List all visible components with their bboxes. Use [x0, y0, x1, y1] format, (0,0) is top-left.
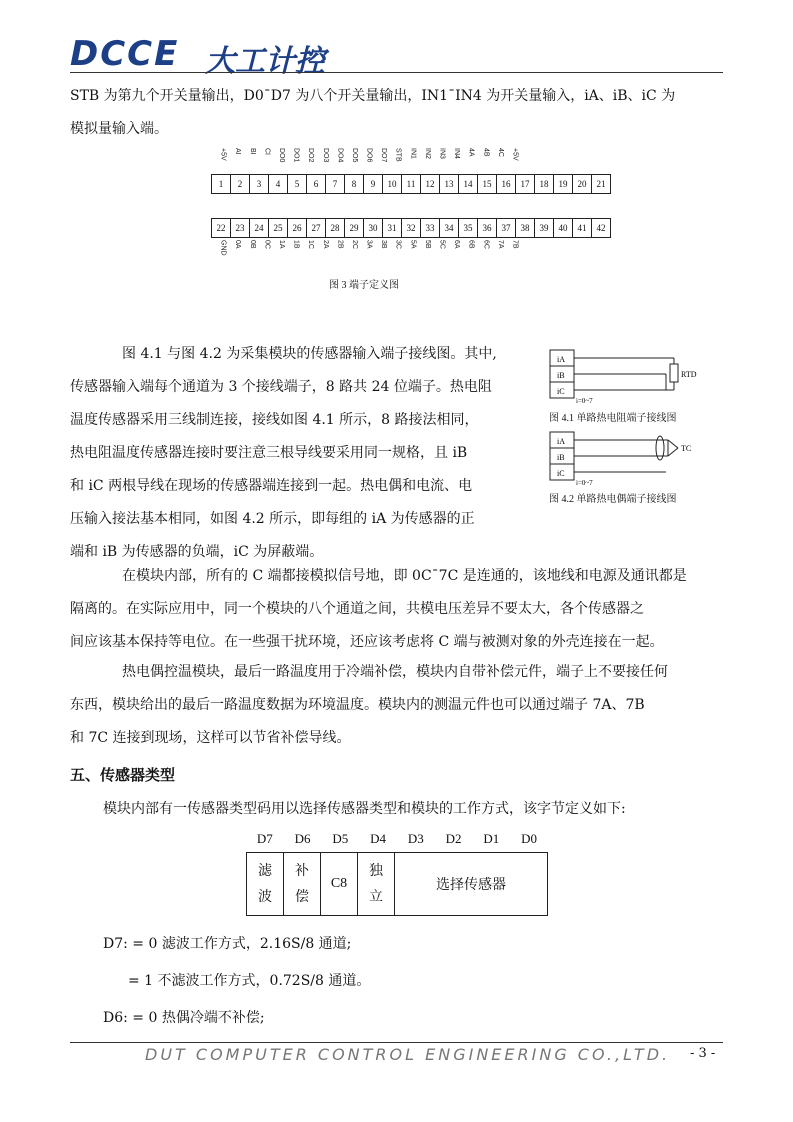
- terminal-label: 1C: [307, 240, 315, 249]
- terminal-label: 1A: [277, 240, 285, 249]
- bit-header: D5: [332, 831, 349, 846]
- body-line: 隔离的。在实际应用中，同一个模块的八个通道之间，共模电压差异不要太大，各个传感器之: [70, 601, 644, 617]
- terminal-number: 39: [535, 219, 554, 238]
- bit-d7-cell: [247, 853, 284, 916]
- fig41-pin-b: iB: [557, 371, 565, 380]
- terminal-number: 36: [478, 219, 497, 238]
- terminal-number: 20: [573, 175, 592, 194]
- bit-definition-table: [246, 852, 548, 916]
- body-line: 间应该基本保持等电位。在一些强干扰环境，还应该考虑将 C 端与被测对象的外壳连接在一起。: [70, 634, 664, 650]
- fig42-range: i=0~7: [576, 479, 593, 487]
- bit-d4-cell: [358, 853, 395, 916]
- terminal-label: DO0: [277, 148, 285, 163]
- wiring-line: 端和 iB 为传感器的负端，iC 为屏蔽端。: [70, 544, 324, 560]
- bit-d4-text-1: 独: [369, 863, 383, 879]
- figure-4-1-rtd-diagram: [548, 346, 718, 406]
- terminal-number: 23: [231, 219, 250, 238]
- terminal-label: IN1: [409, 148, 417, 159]
- bit-header: D0: [521, 831, 538, 846]
- bit-header: D2: [445, 831, 462, 846]
- bit-header: D4: [370, 831, 387, 846]
- terminal-label: 7A: [496, 240, 504, 249]
- terminal-number: 8: [345, 175, 364, 194]
- terminal-label: +5V: [219, 148, 227, 161]
- page-number: - 3 -: [690, 1046, 716, 1061]
- fig41-sensor-label: RTD: [681, 370, 697, 379]
- terminal-label: 0A: [234, 240, 242, 249]
- terminal-number: 30: [364, 219, 383, 238]
- wiring-line: 温度传感器采用三线制连接，接线如图 4.1 所示，8 路接法相同，: [70, 412, 479, 428]
- bit-header: D1: [483, 831, 500, 846]
- wiring-line: 压输入接法基本相同，如图 4.2 所示，即每组的 iA 为传感器的正: [70, 511, 475, 527]
- terminal-label: 3B: [380, 240, 388, 249]
- terminal-number: 11: [402, 175, 421, 194]
- company-logo-chinese: 大工计控: [205, 44, 325, 79]
- d7-line-2: = 1 不滤波工作方式，0.72S/8 通道。: [128, 973, 371, 989]
- d6-line-1: D6: = 0 热偶冷端不补偿;: [103, 1010, 265, 1026]
- bit-d7-text-1: 滤: [258, 863, 272, 879]
- terminal-label: 6B: [467, 240, 475, 249]
- footer-divider: [70, 1042, 723, 1043]
- bit-header: D7: [256, 831, 273, 846]
- fig42-pin-a: iA: [557, 437, 565, 446]
- terminal-number: 22: [212, 219, 231, 238]
- terminal-number: 7: [326, 175, 345, 194]
- terminal-number: 4: [269, 175, 288, 194]
- terminal-number: 15: [478, 175, 497, 194]
- terminal-number: 19: [554, 175, 573, 194]
- terminal-label: 4A: [467, 148, 475, 157]
- wiring-line: 图 4.1 与图 4.2 为采集模块的传感器输入端子接线图。其中,: [122, 346, 497, 362]
- terminal-number: 18: [535, 175, 554, 194]
- bit-select-sensor-cell: 选择传感器: [395, 853, 548, 916]
- terminal-number: 28: [326, 219, 345, 238]
- terminal-number: 14: [459, 175, 478, 194]
- bit-header: D3: [407, 831, 424, 846]
- fig41-pin-c: iC: [557, 387, 565, 396]
- terminal-label: 3C: [394, 240, 402, 249]
- terminal-label: IN2: [423, 148, 431, 159]
- terminal-label: 5B: [423, 240, 431, 249]
- terminal-top-labels: [212, 148, 518, 162]
- figure-3-caption: 图 3 端子定义图: [329, 280, 399, 291]
- fig42-pin-c: iC: [557, 469, 565, 478]
- intro-line-2: 模拟量输入端。: [70, 121, 168, 137]
- body-line: 热电偶控温模块，最后一路温度用于冷端补偿，模块内自带补偿元件，端子上不要接任何: [122, 664, 668, 680]
- terminal-label: IN4: [453, 148, 461, 159]
- terminal-label: DO5: [350, 148, 358, 163]
- body-paragraph-2: [70, 656, 730, 755]
- terminal-label: BI: [248, 148, 256, 155]
- body-line: 在模块内部，所有的 C 端都接模拟信号地，即 0C¯7C 是连通的，该地线和电源及通讯都是: [122, 568, 687, 584]
- terminal-label: 4B: [482, 148, 490, 157]
- company-logo-latin: DCCE: [70, 34, 180, 74]
- terminal-number: 2: [231, 175, 250, 194]
- figure-4-1-caption: 图 4.1 单路热电阻端子接线图: [549, 413, 677, 424]
- terminal-number: 26: [288, 219, 307, 238]
- terminal-bottom-labels: [212, 240, 518, 256]
- terminal-number: 34: [440, 219, 459, 238]
- terminal-number: 3: [250, 175, 269, 194]
- terminal-number: 42: [592, 219, 611, 238]
- terminal-number: 35: [459, 219, 478, 238]
- terminal-label: AI: [234, 148, 242, 155]
- bit-d6-text-1: 补: [295, 863, 309, 879]
- terminal-label: IN3: [438, 148, 446, 159]
- terminal-number: 24: [250, 219, 269, 238]
- intro-line-1: STB 为第九个开关量输出，D0¯D7 为八个开关量输出，IN1¯IN4 为开关量输入，iA、iB、iC 为: [70, 88, 676, 104]
- bit-d6-text-2: 偿: [295, 889, 309, 905]
- terminal-label: DO6: [365, 148, 373, 163]
- bit-d4-text-2: 立: [369, 889, 383, 905]
- fig42-sensor-label: TC: [681, 444, 692, 453]
- terminal-label: 0C: [263, 240, 271, 249]
- terminal-number: 32: [402, 219, 421, 238]
- terminal-number: 29: [345, 219, 364, 238]
- bit-header-row: [246, 831, 548, 847]
- terminal-number: 33: [421, 219, 440, 238]
- terminal-number: 16: [497, 175, 516, 194]
- terminal-label: 2A: [321, 240, 329, 249]
- terminal-number: 1: [212, 175, 231, 194]
- wiring-line: 传感器输入端每个通道为 3 个接线端子，8 路共 24 位端子。热电阻: [70, 379, 492, 395]
- section-5-title: 五、传感器类型: [70, 766, 176, 784]
- wiring-line: 热电阻温度传感器连接时要注意三根导线要采用同一规格，且 iB: [70, 445, 468, 461]
- terminal-number: 31: [383, 219, 402, 238]
- fig41-pin-a: iA: [557, 355, 565, 364]
- terminal-label: DO4: [336, 148, 344, 163]
- fig42-pin-b: iB: [557, 453, 565, 462]
- terminal-number: 37: [497, 219, 516, 238]
- terminal-label: STB: [394, 148, 402, 162]
- terminal-label: +5V: [511, 148, 519, 161]
- terminal-label: 4C: [496, 148, 504, 157]
- terminal-label: 2B: [336, 240, 344, 249]
- bit-header: D6: [294, 831, 311, 846]
- terminal-label: DO2: [307, 148, 315, 163]
- terminal-number: 5: [288, 175, 307, 194]
- terminal-label: DO1: [292, 148, 300, 163]
- terminal-label: 1B: [292, 240, 300, 249]
- terminal-number: 10: [383, 175, 402, 194]
- terminal-label: DO3: [321, 148, 329, 163]
- bit-d6-cell: [284, 853, 321, 916]
- terminal-label: 3A: [365, 240, 373, 249]
- terminal-number: 6: [307, 175, 326, 194]
- figure-4-2-caption: 图 4.2 单路热电偶端子接线图: [549, 494, 677, 505]
- terminal-number: 40: [554, 219, 573, 238]
- terminal-number: 12: [421, 175, 440, 194]
- wiring-line: 和 iC 两根导线在现场的传感器端连接到一起。热电偶和电流、电: [70, 478, 473, 494]
- body-line: 东西，模块给出的最后一路温度数据为环境温度。模块内的测温元件也可以通过端子 7A、7B: [70, 697, 645, 713]
- body-line: 和 7C 连接到现场，这样可以节省补偿导线。: [70, 730, 351, 746]
- body-paragraph-1: [70, 560, 730, 659]
- terminal-label: DO7: [380, 148, 388, 163]
- bit-d5-cell: C8: [321, 853, 358, 916]
- terminal-label: 6A: [453, 240, 461, 249]
- wiring-paragraph: [70, 338, 540, 569]
- terminal-number: 9: [364, 175, 383, 194]
- fig41-range: i=0~7: [576, 397, 593, 405]
- figure-4-2-tc-diagram: [548, 428, 718, 488]
- terminal-label: 6C: [482, 240, 490, 249]
- section-5-intro: 模块内部有一传感器类型码用以选择传感器类型和模块的工作方式，该字节定义如下:: [103, 801, 626, 817]
- d7-line-1: D7: = 0 滤波工作方式，2.16S/8 通道;: [103, 936, 352, 952]
- terminal-label: 7B: [511, 240, 519, 249]
- terminal-number: 13: [440, 175, 459, 194]
- terminal-number: 21: [592, 175, 611, 194]
- terminal-number: 41: [573, 219, 592, 238]
- terminal-label: 2C: [350, 240, 358, 249]
- header-divider: [70, 72, 723, 73]
- terminal-number: 38: [516, 219, 535, 238]
- terminal-label: 5A: [409, 240, 417, 249]
- terminal-label: 5C: [438, 240, 446, 249]
- bit-d7-text-2: 波: [258, 889, 272, 905]
- terminal-row-top: [211, 174, 611, 194]
- terminal-number: 25: [269, 219, 288, 238]
- terminal-label: CI: [263, 148, 271, 155]
- terminal-row-bottom: [211, 218, 611, 238]
- terminal-number: 17: [516, 175, 535, 194]
- terminal-label: GND: [219, 240, 227, 256]
- footer-company: DUT COMPUTER CONTROL ENGINEERING CO.,LTD.: [145, 1045, 671, 1064]
- terminal-number: 27: [307, 219, 326, 238]
- terminal-label: 0B: [248, 240, 256, 249]
